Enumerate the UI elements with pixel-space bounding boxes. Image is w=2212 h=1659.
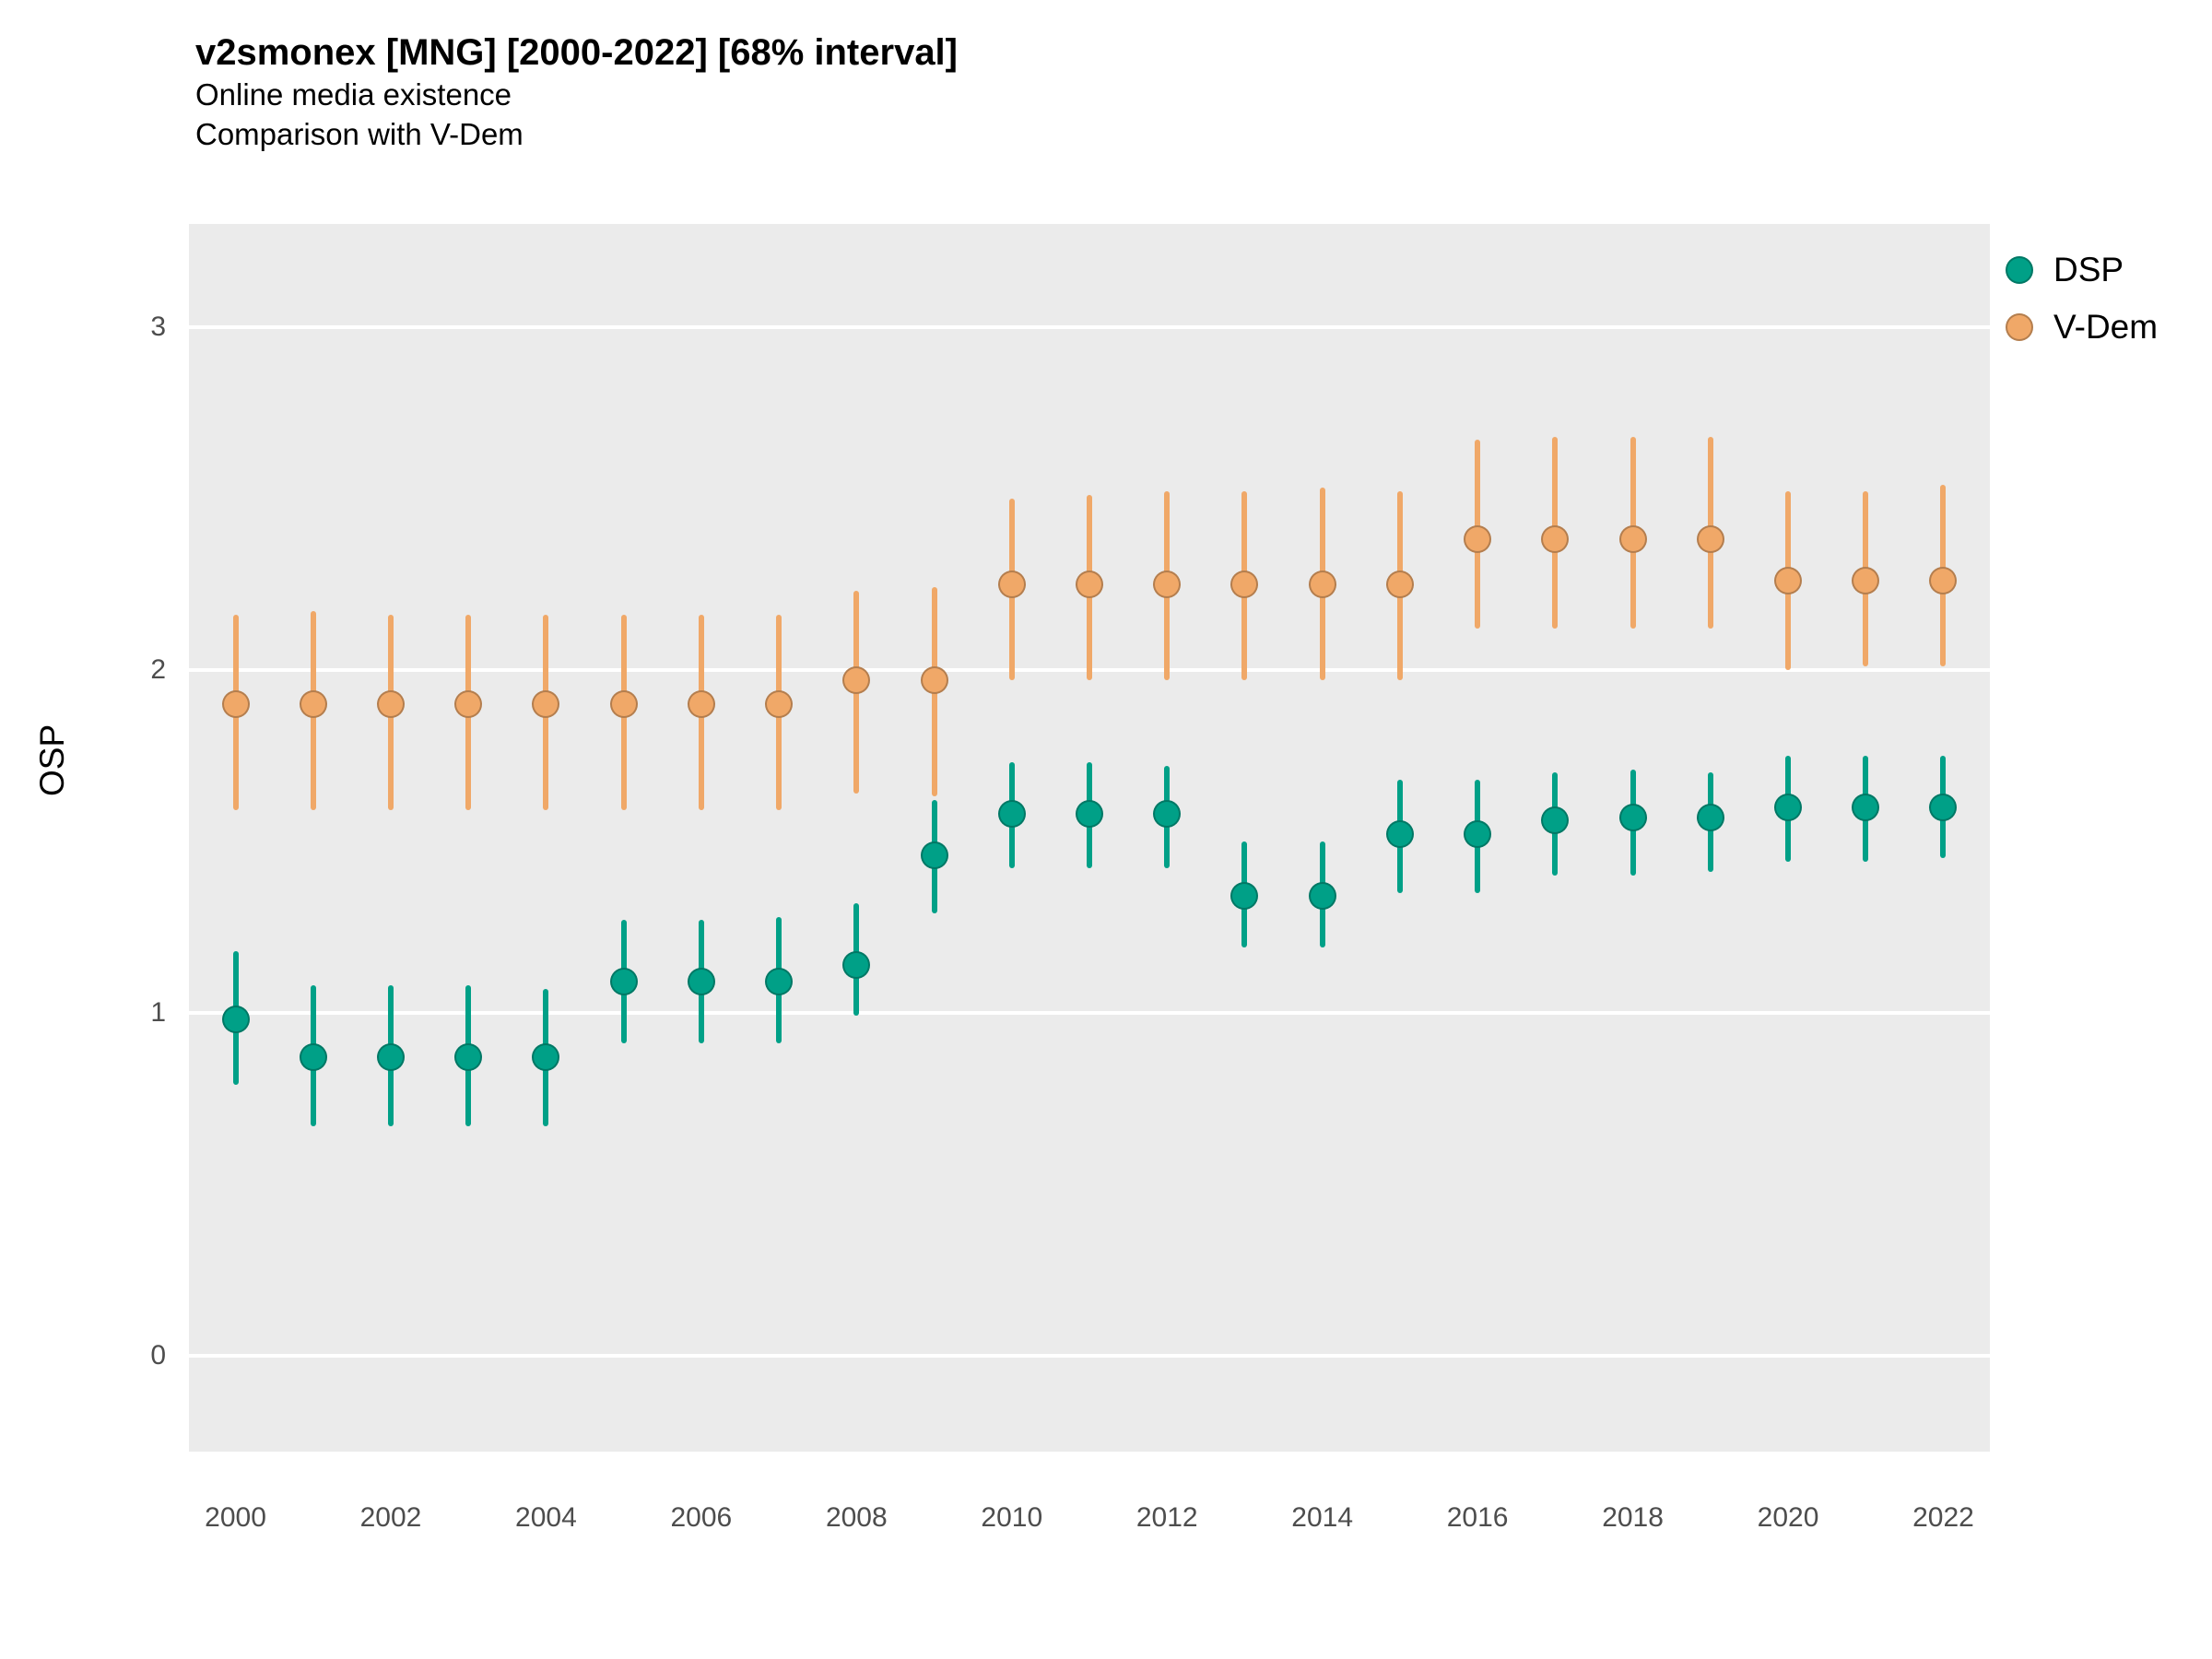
data-point [1153, 800, 1181, 828]
legend-item-dsp[interactable] [2006, 241, 2199, 299]
x-tick-label-2022: 2022 [1912, 1502, 1974, 1533]
x-tick-label-2000: 2000 [205, 1502, 266, 1533]
data-point [532, 690, 559, 718]
legend-dot-icon [2006, 313, 2033, 341]
data-point [300, 1043, 327, 1071]
data-point [1541, 525, 1569, 553]
data-point [1076, 571, 1103, 598]
data-point [1153, 571, 1181, 598]
data-point [1774, 794, 1802, 821]
data-point [610, 690, 638, 718]
data-point [454, 690, 482, 718]
data-point [998, 571, 1026, 598]
data-point [377, 1043, 405, 1071]
data-point [1230, 882, 1258, 910]
data-point [1929, 567, 1957, 594]
x-tick-label-2008: 2008 [825, 1502, 888, 1533]
data-point [610, 968, 638, 995]
data-point [377, 690, 405, 718]
title-block [195, 29, 1762, 155]
legend-item-v-dem[interactable] [2006, 299, 2199, 356]
data-point [1697, 804, 1724, 831]
data-point [1230, 571, 1258, 598]
data-point [1309, 571, 1336, 598]
data-point [765, 690, 793, 718]
data-point [1852, 794, 1879, 821]
legend [2006, 241, 2199, 356]
x-tick-label-2020: 2020 [1757, 1502, 1819, 1533]
data-point [921, 841, 948, 869]
data-point [842, 951, 870, 979]
y-tick-label-3: 3 [150, 311, 166, 342]
y-tick-label-2: 2 [150, 653, 166, 685]
data-point [688, 968, 715, 995]
data-point [532, 1043, 559, 1071]
y-axis-ticks [109, 224, 166, 1452]
chart-subtitle-1: Online media existence [195, 77, 512, 112]
gridline-y-0 [189, 1354, 1990, 1358]
data-point [1619, 525, 1647, 553]
data-point [1774, 567, 1802, 594]
x-tick-label-2010: 2010 [981, 1502, 1043, 1533]
y-tick-label-0: 0 [150, 1339, 166, 1371]
data-point [1541, 806, 1569, 834]
x-tick-label-2002: 2002 [359, 1502, 422, 1533]
data-point [300, 690, 327, 718]
data-point [1852, 567, 1879, 594]
data-point [1076, 800, 1103, 828]
data-point [1386, 820, 1414, 848]
legend-item-label: V-Dem [2053, 308, 2159, 346]
page-title: v2smonex [MNG] [2000-2022] [68% interval] [195, 32, 958, 73]
chart-subtitle-2: Comparison with V-Dem [195, 116, 524, 151]
x-tick-label-2004: 2004 [515, 1502, 577, 1533]
data-point [998, 800, 1026, 828]
data-point [1464, 820, 1491, 848]
plot-panel [189, 224, 1990, 1452]
data-point [765, 968, 793, 995]
data-point [921, 666, 948, 694]
data-point [222, 690, 250, 718]
x-tick-label-2012: 2012 [1135, 1502, 1198, 1533]
data-point [1309, 882, 1336, 910]
legend-dot-icon [2006, 256, 2033, 284]
data-point [454, 1043, 482, 1071]
y-axis-title: OSP [33, 724, 71, 796]
x-tick-label-2016: 2016 [1446, 1502, 1509, 1533]
x-tick-label-2006: 2006 [670, 1502, 733, 1533]
gridline-y-3 [189, 325, 1990, 329]
data-point [1619, 804, 1647, 831]
data-point [1386, 571, 1414, 598]
data-point [1464, 525, 1491, 553]
y-tick-label-1: 1 [150, 996, 166, 1028]
x-tick-label-2014: 2014 [1291, 1502, 1354, 1533]
x-tick-label-2018: 2018 [1602, 1502, 1664, 1533]
data-point [688, 690, 715, 718]
data-point [842, 666, 870, 694]
data-point [222, 1006, 250, 1033]
x-axis-ticks [189, 1502, 1990, 1548]
legend-item-label: DSP [2053, 251, 2124, 288]
data-point [1929, 794, 1957, 821]
data-point [1697, 525, 1724, 553]
gridline-y-1 [189, 1011, 1990, 1015]
